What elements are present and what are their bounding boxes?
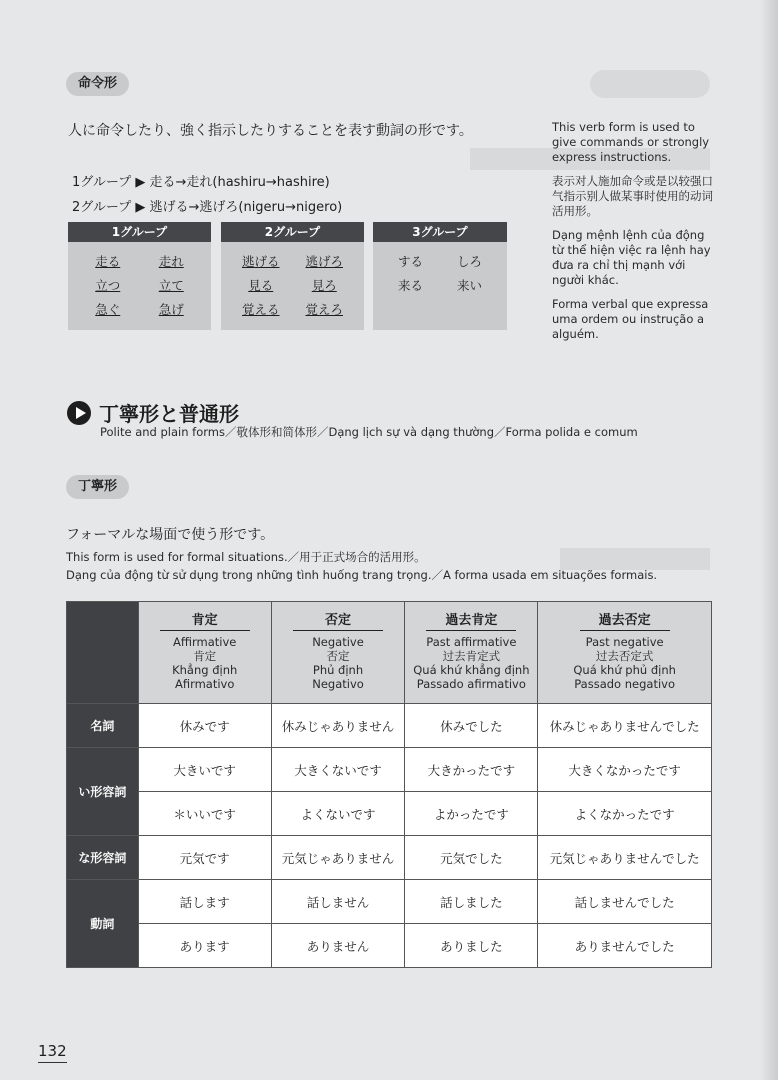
group2-header: 2グループ [221,222,364,242]
group1-header: 1グループ [68,222,211,242]
section-subtitle: Polite and plain forms／敬体形和简体形／Dạng lịch sự và dạng thường／Forma polida e comum [100,425,638,439]
group3-dict-1: する [397,254,423,269]
table-row [67,880,712,924]
table-row [67,836,712,880]
section-title: 丁寧形と普通形 [99,402,239,426]
table-cell: 大きくないです [271,748,405,792]
page-number: 132 [38,1042,67,1060]
table-cell: 大きかったです [405,748,538,792]
table-cell: ありました [405,924,538,968]
table-cell: ありませんでした [538,924,712,968]
table-cell: 休みでした [405,704,538,748]
header-line: Past negative [585,635,664,649]
group3-box [373,222,507,330]
play-icon [67,401,91,425]
polite-sentence: フォーマルな場面で使う形です。 [66,527,275,543]
header-line: Khẳng định [172,663,238,677]
table-cell: 話しませんでした [538,880,712,924]
header-line: Past affirmative [426,635,517,649]
group1-box [68,222,211,330]
group1-imp-1: 走れ [158,254,184,269]
table-cell: 話します [138,880,271,924]
polite-desc-1: This form is used for formal situations.／用于正式场合的活用形。 [66,550,426,564]
header-line: Affirmative [173,635,237,649]
side-note-en: This verb form is used to give commands or strongly express instructions. [552,120,710,164]
group1-imp-2: 立て [158,278,184,293]
table-cell: 元気でした [405,836,538,880]
group1-example: 1グループ ▶ 走る→走れ(hashiru→hashire) [72,175,330,190]
table-cell: 休みじゃありません [271,704,405,748]
group1-imp-3: 急げ [158,302,184,317]
table-cell: 休みじゃありませんでした [538,704,712,748]
group2-imp-2: 見ろ [311,278,337,293]
category-noun: 名詞 [67,704,139,748]
header-affirmative [138,602,271,704]
table-cell: よくなかったです [538,792,712,836]
category-i-adjective: い形容詞 [67,748,139,836]
table-cell: 話しません [271,880,405,924]
table-header-row [67,602,712,704]
table-row [67,748,712,792]
group2-box [221,222,364,330]
table-cell: よくないです [271,792,405,836]
header-line: Negative [312,635,364,649]
imperative-pill: 命令形 [66,72,129,96]
group2-imp-3: 覚えろ [305,302,343,317]
show-through-mark [590,70,710,98]
header-title: 肯定 [160,614,250,631]
group1-dict-1: 走る [95,254,121,269]
table-cell: 元気じゃありませんでした [538,836,712,880]
header-title: 否定 [293,614,383,631]
group1-dict-2: 立つ [95,278,121,293]
group2-dict-1: 逃げる [241,254,280,269]
header-title: 過去肯定 [426,614,516,631]
table-cell: 休みです [138,704,271,748]
group3-header: 3グループ [373,222,507,242]
group2-imp-1: 逃げろ [305,254,343,269]
polite-desc-2: Dạng của động từ sử dụng trong những tình huống trang trọng.／A forma usada em situações formais. [66,568,658,582]
group1-dict-3: 急ぐ [95,302,121,317]
conjugation-table [66,601,712,968]
header-past-affirmative [405,602,538,704]
group2-dict-2: 見る [248,278,274,293]
table-corner [67,602,139,704]
group3-imp-2: 来い [456,278,482,293]
group2-example: 2グループ ▶ 逃げる→逃げろ(nigeru→nigero) [72,200,343,215]
table-cell: 大きくなかったです [538,748,712,792]
header-line: Phủ định [312,663,364,677]
side-note-vi: Dạng mệnh lệnh của động từ thể hiện việc ra lệnh hay đưa ra chỉ thị mạnh với người khác. [552,228,711,287]
side-note-pt: Forma verbal que expressa uma ordem ou instrução a alguém. [552,297,709,341]
table-cell: ＊いいです [138,792,271,836]
group3-dict-2: 来る [397,278,423,293]
side-note-zh: 表示对人施加命令或是以较强口气指示别人做某事时使用的动词活用形。 [552,174,713,218]
table-cell: 話しました [405,880,538,924]
header-negative [271,602,405,704]
category-na-adjective: な形容詞 [67,836,139,880]
header-line: Afirmativo [174,677,235,691]
header-line: Negativo [312,677,364,691]
header-line: Passado afirmativo [416,677,526,691]
table-row [67,704,712,748]
group2-dict-3: 覚える [241,302,280,317]
header-line: 过去肯定式 [442,649,501,663]
category-verb: 動詞 [67,880,139,968]
table-cell: ありません [271,924,405,968]
header-line: Passado negativo [574,677,676,691]
header-line: 过去否定式 [595,649,654,663]
table-cell: 元気じゃありません [271,836,405,880]
section-heading [67,398,239,427]
header-line: Quá khứ khẳng định [413,663,530,677]
header-line: 肯定 [193,649,217,663]
table-row [67,924,712,968]
header-line: Quá khứ phủ định [573,663,676,677]
header-past-negative [538,602,712,704]
header-title: 過去否定 [580,614,670,631]
table-row [67,792,712,836]
table-cell: 大きいです [138,748,271,792]
table-cell: よかったです [405,792,538,836]
imperative-sentence: 人に命令したり、強く指示したりすることを表す動詞の形です。 [68,123,473,139]
header-line: 否定 [326,649,350,663]
group3-imp-1: しろ [456,254,482,269]
polite-pill: 丁寧形 [66,475,129,499]
imperative-side-notes [552,120,717,351]
table-cell: あります [138,924,271,968]
table-cell: 元気です [138,836,271,880]
